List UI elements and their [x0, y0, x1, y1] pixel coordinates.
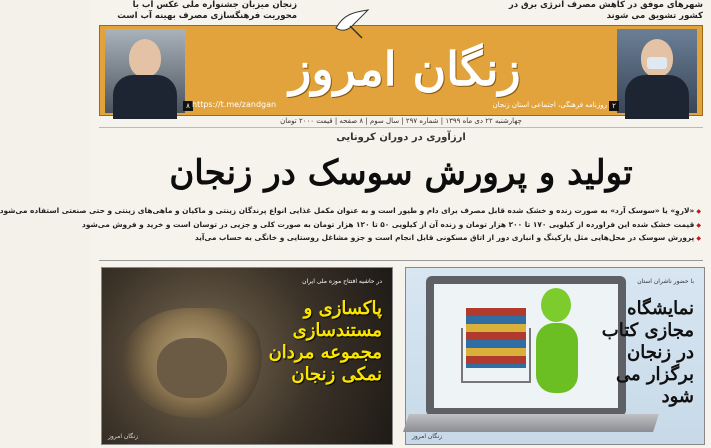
masthead-subtitle: روزنامه فرهنگی، اجتماعی استان زنجان — [492, 101, 607, 109]
photo-credit: زنگان امروز — [412, 433, 443, 440]
main-headline[interactable]: تولید و پرورش سوسک در زنجان — [169, 153, 633, 193]
salt-men-story[interactable] — [101, 267, 393, 445]
bullet-item: ◆ پرورش سوسک در محل‌هایی مثل پارکینگ و انباری دور از اتاق مسکونی قابل انجام است و جزو مشاغل روستایی و خانگی به حساب می‌آید — [101, 232, 701, 246]
laptop-base — [403, 414, 659, 432]
telegram-link[interactable]: https://t.me/zandgan — [192, 100, 277, 109]
top-right-headline: شهرهای موفق در کاهش مصرف انرژی برق در کشور تشویق می شوند — [508, 0, 703, 21]
page-tag-left: ۸ — [183, 101, 193, 111]
story-tag: با حضور ناشران استان — [637, 278, 694, 285]
figure-head — [541, 288, 571, 322]
masthead-title: زنگان امروز — [289, 42, 521, 96]
salt-man-face — [157, 338, 227, 398]
shopping-cart-icon — [461, 328, 531, 383]
page-tag-right: ۲ — [609, 101, 619, 111]
bird-logo-icon — [332, 4, 372, 44]
masthead — [99, 25, 703, 116]
story-caption: نمایشگاه مجازی کتاب در زنجان برگزار می شود — [601, 298, 694, 407]
issue-info-line: چهارشنبه ۲۲ دی ماه ۱۳۹۹ | شماره ۲۹۷ | سال سوم | ۸ صفحه | قیمت ۲۰۰۰ تومان — [99, 117, 703, 128]
story-tag: در حاشیه افتتاح موزه ملی ایران — [302, 278, 382, 285]
masthead-photo-left — [105, 29, 185, 113]
bullet-item: ◆ «لاروِ» یا «سوسک آرد» به صورت زنده و خشک شده قابل مصرف برای دام و طیور است و به عنوان مکمل غذایی انواع پرندگان زینتی و ماکیان و ماهی‌های زینتی و حتی صنعتی استفاده می‌شود — [101, 205, 701, 219]
top-left-headline: زنجان میزبان جشنواره ملی عکس آب با محوریت فرهنگسازی مصرف بهینه آب است — [117, 0, 297, 21]
bullet-item: ◆ قیمت خشک شده این فراورده از کیلویی ۱۷۰ تا ۲۰۰ هزار تومان و زنده آن از کیلویی ۵۰ تا ۱۲۰ هزار تومان به صورت کلی و جزیی در توسان است و خرید و فروش می‌شود — [101, 219, 701, 233]
story-caption: پاکسازی و مستندسازی مجموعه مردان نمکی زنجان — [268, 298, 382, 385]
divider — [99, 260, 703, 261]
headline-kicker: ارزآوری در دوران کرونایی — [336, 132, 466, 143]
summary-bullets — [0, 205, 701, 246]
book-fair-story[interactable] — [405, 267, 705, 445]
photo-credit: زنگان امروز — [108, 433, 139, 440]
masthead-photo-right — [617, 29, 697, 113]
figure-body — [536, 323, 578, 393]
